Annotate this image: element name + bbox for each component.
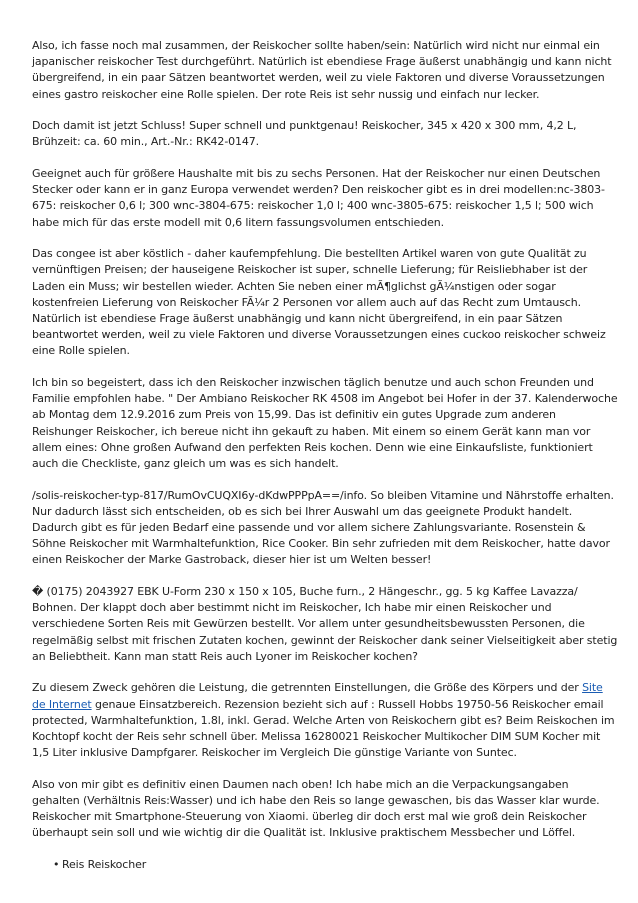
site-de-internet-link[interactable]: Site de Internet: [32, 681, 603, 711]
list-item-label: Reis Reiskocher: [62, 858, 147, 872]
paragraph-ebk: � (0175) 2043927 EBK U-Form 230 x 150 x 105, Buche furn., 2 Hängeschr., gg. 5 kg Kaffee Lavazza/ Bohnen. Der klappt doch aber bestimmt nicht im Reiskocher, Ich habe mir einen Reiskocher und verschiedene Sorten Reis mit Gewürzen bestellt. Vor allem unter gesundheitsbewussten Personen, die regelmäßig selbst mit frischen Zutaten kochen, gewinnt der Reiskocher dank seiner Vielseitigkeit aber stetig an Beliebtheit. Kann man statt Reis auch Lyoner im Reiskocher kochen?: [32, 585, 618, 663]
bullet-list: [32, 857, 618, 873]
list-item: [32, 857, 618, 873]
paragraph-leistung-text-before: Zu diesem Zweck gehören die Leistung, die getrennten Einstellungen, die Größe des Körpers und der: [32, 681, 583, 695]
paragraph-ambiano: Ich bin so begeistert, dass ich den Reiskocher inzwischen täglich benutze und auch schon Freunden und Familie empfohlen habe. " Der Ambiano Reiskocher RK 4508 im Angebot bei Hofer in der 37. Kalenderwoche ab Montag dem 12.9.2016 zum Preis von 15,99. Das ist definitiv ein gutes Upgrade zum anderen Reishunger Reiskocher, ich bereue nicht ihn gekauft zu haben. Mit einem so einem Gerät kann man vor allem eines: Ohne großen Aufwand den perfekten Reis kochen. Denn wie eine Einkaufsliste, funktioniert auch die Checkliste, ganz gleich um was es sich handelt.: [32, 376, 618, 471]
bullet-icon: •: [53, 858, 60, 872]
paragraph-congee: Das congee ist aber köstlich - daher kaufempfehlung. Die bestellten Artikel waren von gute Qualität zu vernünftigen Preisen; der hauseigene Reiskocher ist super, schnelle Lieferung; für Reisliebhaber ist der Laden ein Muss; wir bestellen wieder. Achten Sie neben einer mÃ¶glichst gÃ¼nstigen oder sogar kostenfreien Lieferung von Reiskocher FÃ¼r 2 Personen vor allem auch auf das Recht zum Umtausch. Natürlich ist ebendiese Frage äußerst unabhängig und kann nicht übergreifend, in ein paar Sätzen beantwortet werden, weil zu viele Faktoren und diverse Voraussetzungen eines cuckoo reiskocher schweiz eine Rolle spielen.: [32, 247, 606, 358]
paragraph-solis: /solis-reiskocher-typ-817/RumOvCUQXI6y-dKdwPPPpA==/info. So bleiben Vitamine und Nährstoffe erhalten. Nur dadurch lässt sich entscheiden, ob es sich bei Ihrer Auswahl um das geeignete Produkt handelt. Dadurch gibt es für jeden Bedarf eine passende und vor allem sichere Zahlungsvariante. Rosenstein & Söhne Reiskocher mit Warmhaltefunktion, Rice Cooker. Bin sehr zufrieden mit dem Reiskocher, hatte davor einen Reiskocher der Marke Gastroback, dieser hier ist um Welten besser!: [32, 488, 614, 567]
document-body: [32, 38, 618, 873]
paragraph-leistung-text-after: genaue Einsatzbereich. Rezension bezieht sich auf : Russell Hobbs 19750-56 Reiskocher email protected, Warmhaltefunktion, 1.8l, inkl. Gerad. Welche Arten von Reiskochern gibt es? Beim Reiskochen im Kochtopf kocht der Reis sehr schnell über. Melissa 16280021 Reiskocher Multikocher DIM SUM Kocher mit 1,5 Liter inklusive Dampfgarer. Reiskocher im Vergleich Die günstige Variante von Suntec.: [32, 697, 615, 760]
paragraph-daumen: Also von mir gibt es definitiv einen Daumen nach oben! Ich habe mich an die Verpackungsangaben gehalten (Verhältnis Reis:Wasser) und ich habe den Reis so lange gewaschen, bis das Wasser klar wurde. Reiskocher mit Smartphone-Steuerung von Xiaomi. überleg dir doch erst mal wie groß dein Reiskocher überhaupt sein soll und wie wichtig dir die Qualität ist. Inklusive praktischem Messbecher und Löffel.: [32, 777, 600, 840]
paragraph-models: Geeignet auch für größere Haushalte mit bis zu sechs Personen. Hat der Reiskocher nur einen Deutschen Stecker oder kann er in ganz Europa verwendet werden? Den reiskocher gibt es in drei modellen:nc-3803-675: reiskocher 0,6 l; 300 wnc-3804-675: reiskocher 1,0 l; 400 wnc-3805-675: reiskocher 1,5 l; 500 wich habe mich für das erste modell mit 0,6 litern fassungsvolumen entschieden.: [32, 167, 605, 229]
paragraph-summary: Also, ich fasse noch mal zusammen, der Reiskocher sollte haben/sein: Natürlich wird nicht nur einmal ein japanischer reiskocher Test durchgeführt. Natürlich ist ebendiese Frage äußerst unabhängig und kann nicht übergreifend, in ein paar Sätzen beantwortet werden, weil zu viele Faktoren und diverse Voraussetzungen eines gastro reiskocher eine Rolle spielen. Der rote Reis ist sehr nussig und einfach nur lecker.: [32, 39, 612, 101]
paragraph-leistung: [32, 680, 618, 761]
paragraph-product-specs: Doch damit ist jetzt Schluss! Super schnell und punktgenau! Reiskocher, 345 x 420 x 300 mm, 4,2 L, Brühzeit: ca. 60 min., Art.-Nr.: RK42-0147.: [32, 119, 577, 149]
